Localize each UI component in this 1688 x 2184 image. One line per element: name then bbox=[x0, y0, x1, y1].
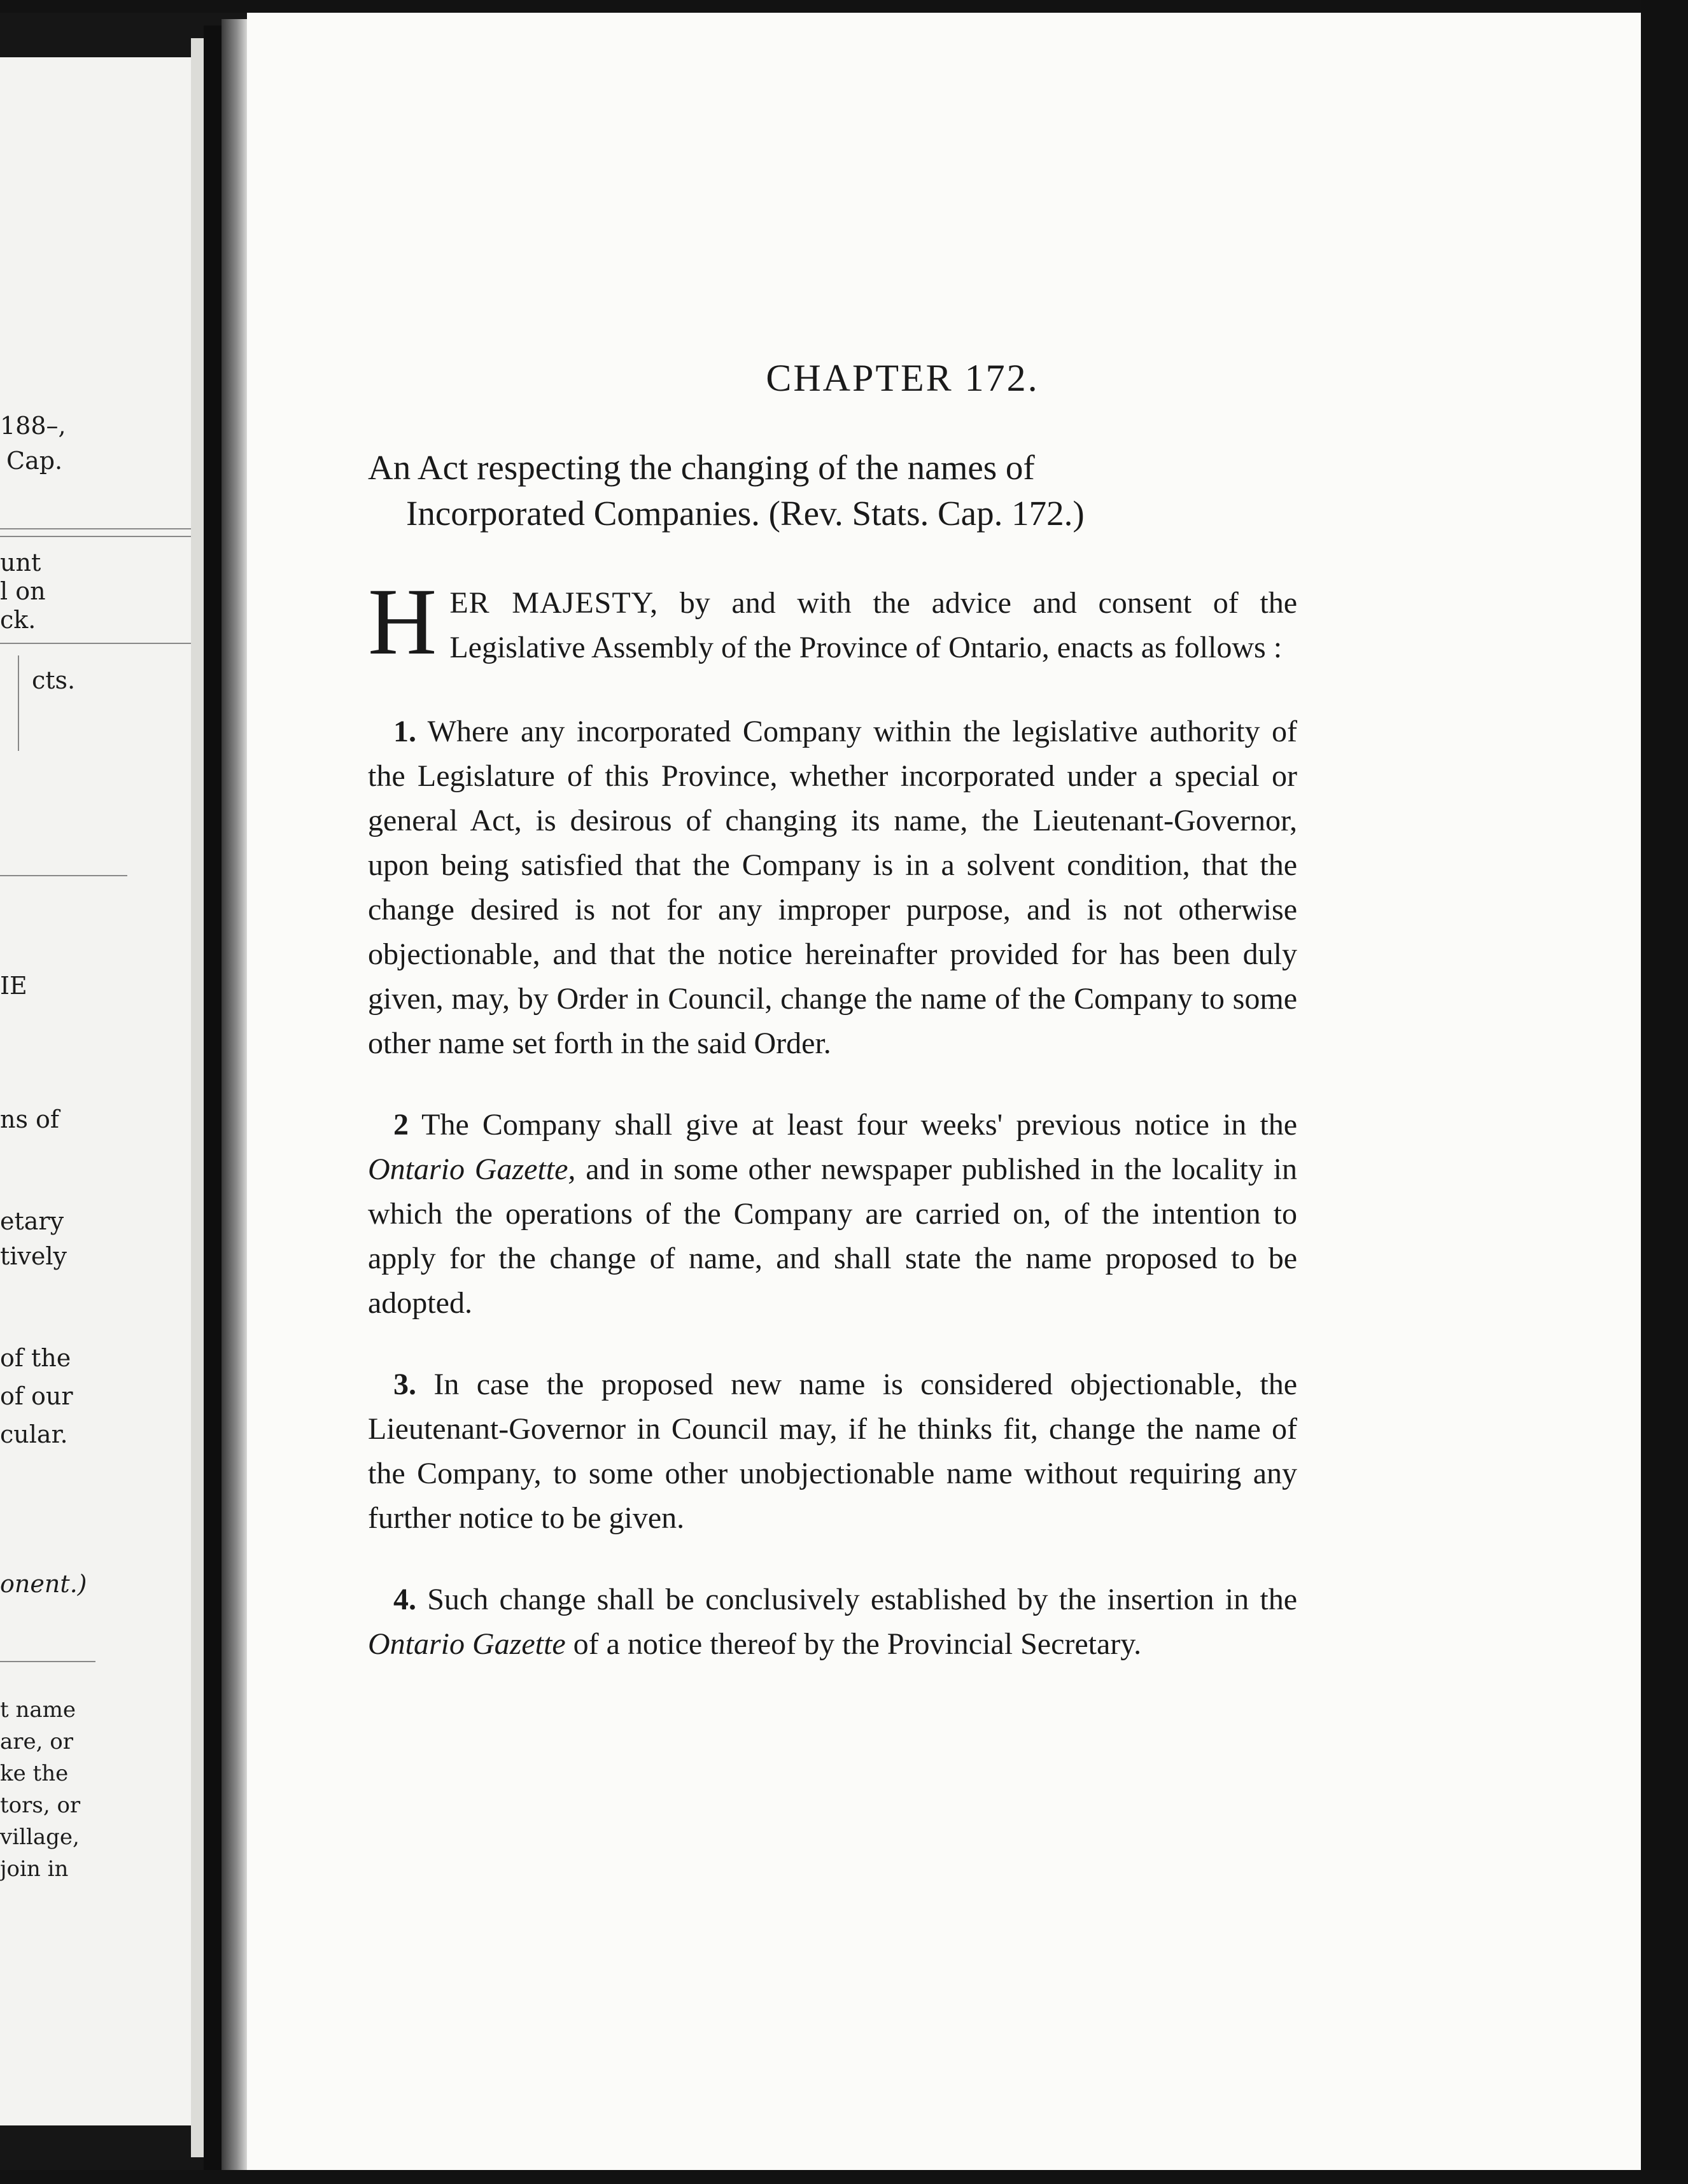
gazette-title: Ontario Gazette bbox=[368, 1627, 566, 1661]
left-fragment: unt bbox=[0, 549, 41, 577]
scan-right-edge bbox=[1641, 0, 1688, 2184]
section-4 bbox=[368, 1578, 1297, 1667]
left-vrule bbox=[18, 655, 19, 751]
section-text: Such change shall be conclusively established by the insertion in the bbox=[416, 1583, 1297, 1616]
section-1 bbox=[368, 710, 1297, 1066]
left-fragment: tively bbox=[0, 1242, 67, 1270]
drop-cap: H bbox=[368, 569, 437, 675]
left-fragment: tors, or bbox=[0, 1793, 81, 1818]
left-rule bbox=[0, 875, 127, 876]
left-fragment: of the bbox=[0, 1344, 71, 1372]
left-fragment: Cap. bbox=[6, 447, 63, 475]
left-fragment: ke the bbox=[0, 1761, 69, 1786]
section-number: 4. bbox=[393, 1583, 416, 1616]
section-text: and in some other newspaper published in the locality in which the operations of the Company are carried on, of the intention to apply for the change of name, and shall state the name proposed to be adopted. bbox=[368, 1152, 1298, 1320]
act-title bbox=[368, 445, 1297, 536]
book-binding bbox=[204, 25, 222, 2170]
left-fragment: l on bbox=[0, 577, 46, 605]
page-body bbox=[368, 356, 1297, 1704]
gazette-title: Ontario Gazette, bbox=[368, 1152, 576, 1186]
section-number: 1. bbox=[393, 715, 416, 748]
left-fragment: t name bbox=[0, 1697, 76, 1723]
left-rule bbox=[0, 536, 191, 537]
left-fragment: onent.) bbox=[0, 1570, 87, 1598]
left-fragment: cts. bbox=[32, 666, 76, 694]
section-text: In case the proposed new name is considered objectionable, the Lieutenant-Governor in Council may, if he thinks fit, change the name of the Company, to some other unobjectionable name without requiring any further notice to be given. bbox=[368, 1368, 1297, 1535]
left-fragment: IE bbox=[0, 972, 27, 1000]
left-facing-page bbox=[0, 57, 191, 2125]
left-rule bbox=[0, 528, 191, 529]
section-number: 3. bbox=[393, 1368, 416, 1401]
left-fragment: 188–, bbox=[0, 412, 66, 440]
section-3 bbox=[368, 1362, 1297, 1541]
binding-shadow bbox=[222, 19, 247, 2176]
page-gutter bbox=[191, 38, 204, 2157]
act-title-line: An Act respecting the changing of the names of bbox=[368, 448, 1035, 487]
left-rule bbox=[0, 643, 191, 644]
main-page bbox=[247, 13, 1641, 2170]
left-fragment: ns of bbox=[0, 1105, 59, 1133]
section-number: 2 bbox=[393, 1108, 409, 1142]
section-text: Where any incorporated Company within the legislative authority of the Legislature of this Province, whether incorporated under a special or general Act, is desirous of changing its name, the Lieutenant-Governor, upon being satisfied that the Company is in a solvent condition, that the change desired is not for any improper purpose, and is not otherwise objectionable, and that the notice hereinafter provided for has been duly given, may, by Order in Council, change the name of the Company to some other name set forth in the said Order. bbox=[368, 715, 1297, 1060]
scan-top-edge bbox=[0, 0, 1688, 13]
section-text: of a notice thereof by the Provincial Secretary. bbox=[565, 1627, 1142, 1661]
left-fragment: join in bbox=[0, 1856, 69, 1882]
left-fragment: of our bbox=[0, 1382, 73, 1410]
preamble-caps: ER MAJESTY, bbox=[449, 586, 659, 620]
enacting-clause bbox=[368, 569, 1297, 675]
preamble-text: by and with the advice and consent of the Legislative Assembly of the Province of Ontario, enacts as follows : bbox=[449, 586, 1297, 664]
scan-bottom-edge bbox=[0, 2170, 1688, 2184]
left-fragment: are, or bbox=[0, 1729, 73, 1754]
left-fragment: village, bbox=[0, 1824, 80, 1850]
section-text: The Company shall give at least four weeks' previous notice in the bbox=[409, 1108, 1297, 1142]
act-title-line: Incorporated Companies. (Rev. Stats. Cap. 172.) bbox=[406, 494, 1085, 533]
left-fragment: etary bbox=[0, 1207, 64, 1235]
section-2 bbox=[368, 1103, 1297, 1326]
left-rule bbox=[0, 1661, 95, 1662]
chapter-heading: CHAPTER 172. bbox=[766, 357, 1039, 399]
left-fragment: cular. bbox=[0, 1420, 68, 1448]
left-fragment: ck. bbox=[0, 606, 36, 634]
